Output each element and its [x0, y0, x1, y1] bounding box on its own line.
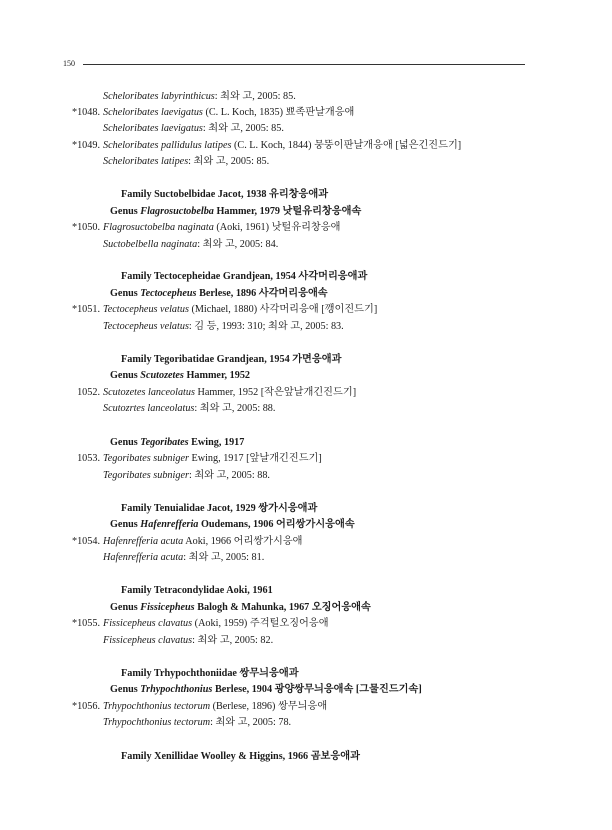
species-number: 1052. [77, 387, 100, 398]
synonym-line: Scheloribates labyrinthicus: 최와 고, 2005: 85. [103, 91, 296, 102]
family-heading: Family Suctobelbidae Jacot, 1938 유리창응애과 [121, 189, 329, 200]
species-number: *1048. [71, 107, 100, 118]
synonym-line: Trhypochthonius tectorum: 최와 고, 2005: 78. [103, 717, 292, 728]
genus-heading: Genus Tectocepheus Berlese, 1896 사각머리응애속 [110, 288, 328, 299]
species-number: *1050. [71, 222, 100, 233]
species-number: *1051. [71, 304, 100, 315]
species-entry: Hafenrefferia acuta Aoki, 1966 어리쌍가시응애 [103, 536, 303, 547]
page-number: 150 [63, 59, 75, 68]
species-entry: Tectocepheus velatus (Michael, 1880) 사각머리응애 [깽이진드기] [103, 304, 378, 315]
synonym-line: Tectocepheus velatus: 김 등, 1993: 310; 최와 고, 2005: 83. [103, 321, 344, 332]
species-entry: Fissicepheus clavatus (Aoki, 1959) 주걱털오징어응애 [103, 618, 329, 629]
species-entry: Scutozetes lanceolatus Hammer, 1952 [작은앞날개긴진드기] [103, 387, 357, 398]
species-entry: Tegoribates subniger Ewing, 1917 [앞날개긴진드기] [103, 453, 322, 464]
species-number: *1055. [71, 618, 100, 629]
synonym-line: Scheloribates laevigatus: 최와 고, 2005: 85. [103, 123, 284, 134]
synonym-line: Hafenrefferia acuta: 최와 고, 2005: 81. [103, 552, 265, 563]
genus-heading: Genus Hafenrefferia Oudemans, 1906 어리쌍가시응애속 [110, 519, 355, 530]
genus-heading: Genus Flagrosuctobelba Hammer, 1979 낫털유리창응애속 [110, 206, 362, 217]
header-rule [83, 64, 525, 65]
genus-heading: Genus Trhypochthonius Berlese, 1904 광양쌍무늬응애속 [그물진드기속] [110, 684, 422, 695]
synonym-line: Scutozrtes lanceolatus: 최와 고, 2005: 88. [103, 403, 276, 414]
species-entry: Flagrosuctobelba naginata (Aoki, 1961) 낫털유리창응애 [103, 222, 341, 233]
species-number: *1049. [71, 140, 100, 151]
page-header [63, 58, 525, 72]
species-number: *1056. [71, 701, 100, 712]
family-heading: Family Tegoribatidae Grandjean, 1954 가면응애과 [121, 354, 342, 365]
genus-heading: Genus Tegoribates Ewing, 1917 [110, 437, 245, 448]
family-heading: Family Xenillidae Woolley & Higgins, 1966 곰보응애과 [121, 751, 360, 762]
species-entry: Trhypochthonius tectorum (Berlese, 1896) 쌍무늬응애 [103, 701, 328, 712]
synonym-line: Tegoribates subniger: 최와 고, 2005: 88. [103, 470, 270, 481]
family-heading: Family Tenuialidae Jacot, 1929 쌍가시응애과 [121, 503, 318, 514]
synonym-line: Fissicepheus clavatus: 최와 고, 2005: 82. [103, 635, 274, 646]
family-heading: Family Tectocepheidae Grandjean, 1954 사각머리응애과 [121, 271, 368, 282]
genus-heading: Genus Fissicepheus Balogh & Mahunka, 1967 오징어응애속 [110, 602, 371, 613]
species-entry: Scheloribates pallidulus latipes (C. L. Koch, 1844) 뭉뚱이판날개응애 [넓은긴진드기] [103, 140, 462, 151]
species-number: 1053. [77, 453, 100, 464]
synonym-line: Scheloribates latipes: 최와 고, 2005: 85. [103, 156, 270, 167]
species-number: *1054. [71, 536, 100, 547]
family-heading: Family Tetracondylidae Aoki, 1961 [121, 585, 273, 596]
genus-heading: Genus Scutozetes Hammer, 1952 [110, 370, 251, 381]
synonym-line: Suctobelbella naginata: 최와 고, 2005: 84. [103, 239, 279, 250]
species-entry: Scheloribates laevigatus (C. L. Koch, 1835) 뾰족판날개응애 [103, 107, 355, 118]
family-heading: Family Trhypochthoniidae 쌍무늬응애과 [121, 668, 299, 679]
